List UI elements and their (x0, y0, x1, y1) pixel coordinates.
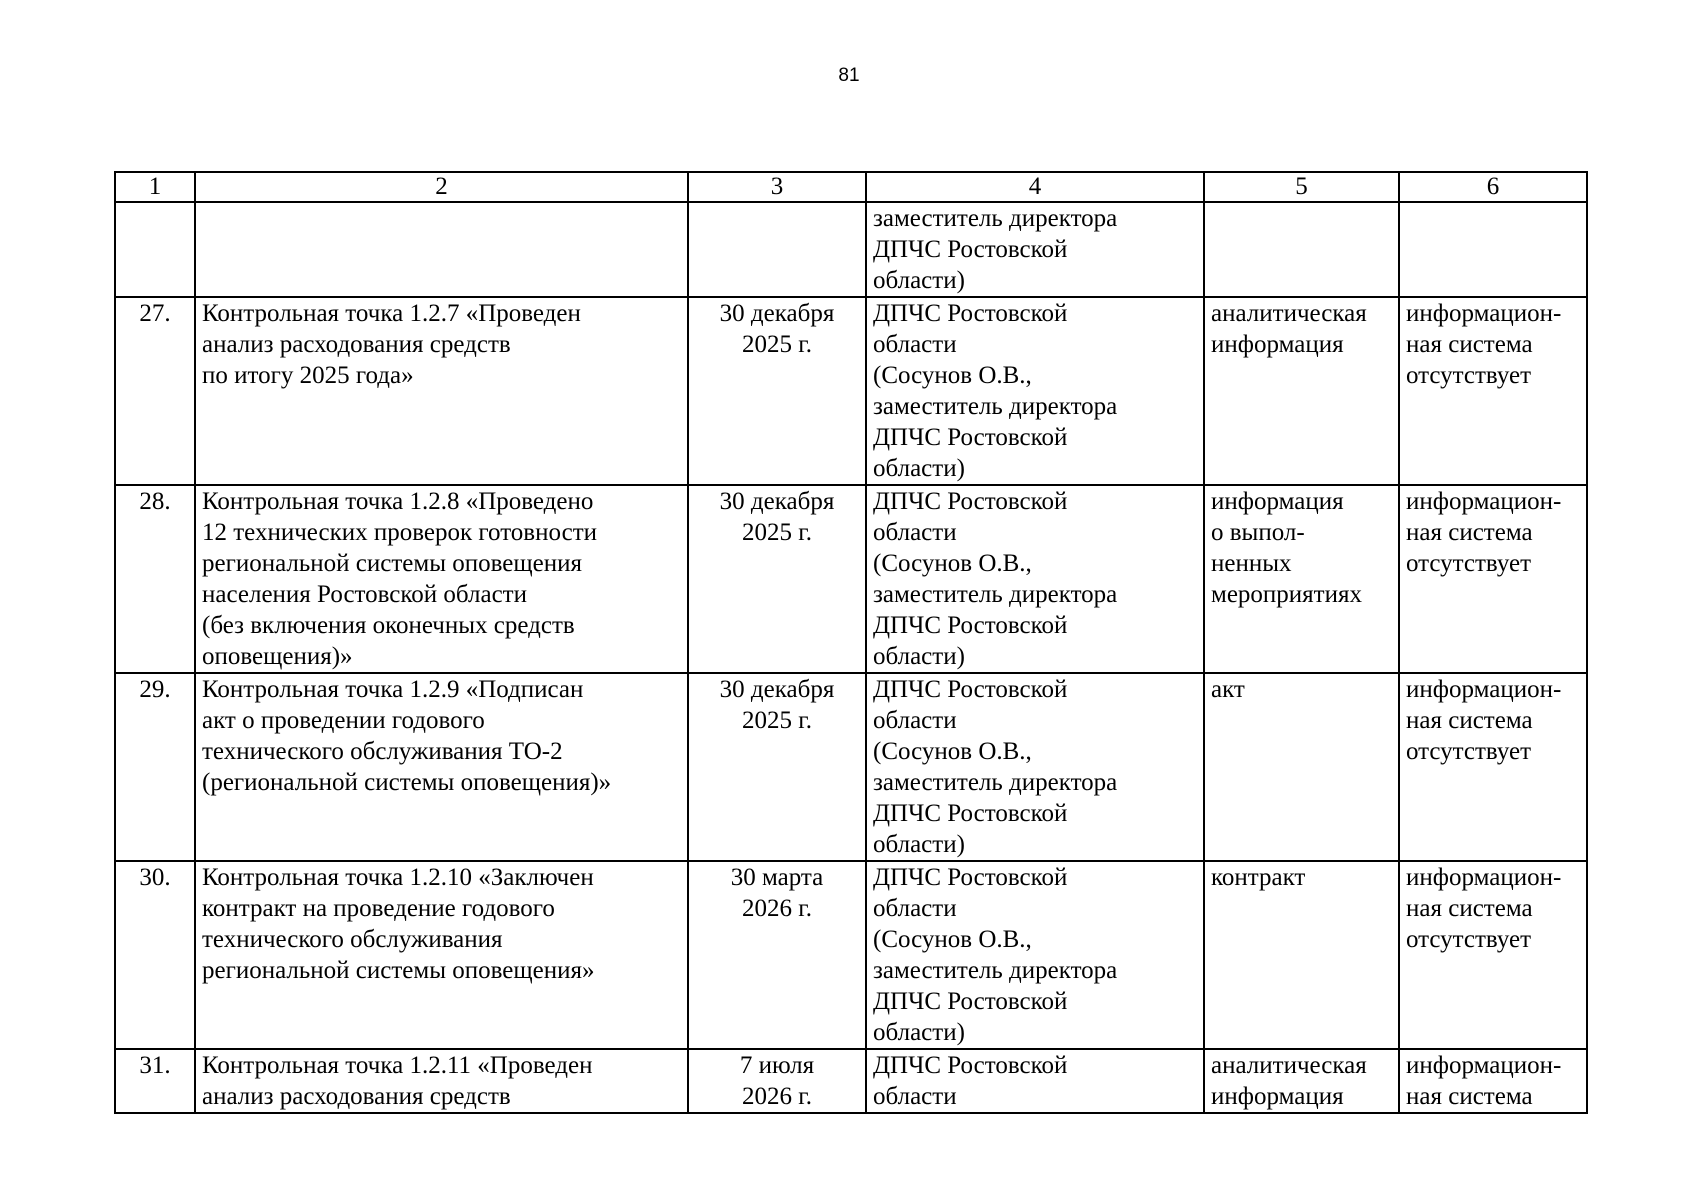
cell-text-line: (Сосунов О.В., (873, 362, 1032, 389)
cell-text-line: о выпол- (1211, 519, 1305, 546)
page-number: 81 (838, 65, 860, 86)
row-number-cell (115, 861, 195, 1049)
cell-text-line: контракт (1211, 864, 1306, 891)
document-type-cell (1204, 485, 1399, 673)
cell-text-line: информация (1211, 331, 1344, 358)
description-cell (195, 1049, 688, 1113)
cell-text-line: 31. (139, 1052, 171, 1079)
table-row (115, 485, 1587, 673)
description-cell (195, 297, 688, 485)
cell-text-line: 12 технических проверок готовности (202, 519, 597, 546)
cell-text-line: Контрольная точка 1.2.10 «Заключен (202, 864, 594, 891)
cell-text-line: аналитическая (1211, 1052, 1367, 1079)
cell-text-line: области) (873, 455, 965, 482)
responsible-cell (866, 1049, 1204, 1113)
cell-text-line: области) (873, 831, 965, 858)
cell-text-line: информацион- (1406, 1052, 1562, 1079)
row-number-cell (115, 485, 195, 673)
cell-text-line: отсутствует (1406, 362, 1532, 389)
cell-text-line: ДПЧС Ростовской (873, 800, 1068, 827)
date-cell (688, 202, 866, 297)
cell-text-line: ДПЧС Ростовской (873, 424, 1068, 451)
row-number-cell (115, 1049, 195, 1113)
cell-text-line: области (873, 331, 957, 358)
cell-text-line: (региональной системы оповещения)» (202, 769, 612, 796)
cell-text-line: области (873, 1083, 957, 1110)
cell-text-line: (без включения оконечных средств (202, 612, 575, 639)
cell-text-line: Контрольная точка 1.2.11 «Проведен (202, 1052, 593, 1079)
cell-text-line: оповещения)» (202, 643, 353, 670)
cell-text-line: ная система (1406, 331, 1533, 358)
information-system-cell (1399, 673, 1587, 861)
cell-text-line: ДПЧС Ростовской (873, 864, 1068, 891)
row-number-cell (115, 297, 195, 485)
cell-text-line: информация (1211, 1083, 1344, 1110)
cell-text-line: Контрольная точка 1.2.8 «Проведено (202, 488, 594, 515)
responsible-cell (866, 202, 1204, 297)
header-col-4: 4 (866, 172, 1204, 202)
table-row (115, 297, 1587, 485)
document-type-cell (1204, 861, 1399, 1049)
table-row (115, 1049, 1587, 1113)
cell-text-line: информацион- (1406, 488, 1562, 515)
date-cell (688, 673, 866, 861)
cell-text-line: (Сосунов О.В., (873, 550, 1032, 577)
row-number-cell (115, 202, 195, 297)
cell-text-line: ДПЧС Ростовской (873, 988, 1068, 1015)
header-col-2: 2 (195, 172, 688, 202)
cell-text-line: (Сосунов О.В., (873, 926, 1032, 953)
cell-text-line: заместитель директора (873, 581, 1118, 608)
cell-text-line: информацион- (1406, 676, 1562, 703)
cell-text-line: ДПЧС Ростовской (873, 612, 1068, 639)
date-cell (688, 297, 866, 485)
cell-text-line: анализ расходования средств (202, 331, 511, 358)
cell-text-line: информацион- (1406, 864, 1562, 891)
responsible-cell (866, 673, 1204, 861)
cell-text-line: населения Ростовской области (202, 581, 527, 608)
responsible-cell (866, 485, 1204, 673)
document-type-cell (1204, 1049, 1399, 1113)
cell-text-line: отсутствует (1406, 550, 1532, 577)
description-cell (195, 673, 688, 861)
cell-text-line: области (873, 707, 957, 734)
document-type-cell (1204, 673, 1399, 861)
cell-text-line: региональной системы оповещения» (202, 957, 595, 984)
cell-text-line: отсутствует (1406, 738, 1532, 765)
cell-text-line: ная система (1406, 895, 1533, 922)
cell-text-line: технического обслуживания (202, 926, 503, 953)
cell-text-line: отсутствует (1406, 926, 1532, 953)
cell-text-line: области) (873, 1019, 965, 1046)
cell-text-line: ДПЧС Ростовской (873, 676, 1068, 703)
cell-text-line: заместитель директора (873, 769, 1118, 796)
table-row (115, 202, 1587, 297)
description-cell (195, 202, 688, 297)
cell-text-line: контракт на проведение годового (202, 895, 555, 922)
information-system-cell (1399, 1049, 1587, 1113)
cell-text-line: ДПЧС Ростовской (873, 236, 1068, 263)
description-cell (195, 861, 688, 1049)
cell-text-line: технического обслуживания ТО-2 (202, 738, 563, 765)
table-row (115, 861, 1587, 1049)
row-number-cell (115, 673, 195, 861)
cell-text-line: 29. (139, 676, 171, 703)
cell-text-line: ДПЧС Ростовской (873, 488, 1068, 515)
cell-text-line: 30 марта (730, 864, 824, 891)
cell-text-line: 2026 г. (742, 895, 812, 922)
cell-text-line: области (873, 895, 957, 922)
cell-text-line: 28. (139, 488, 171, 515)
information-system-cell (1399, 297, 1587, 485)
cell-text-line: (Сосунов О.В., (873, 738, 1032, 765)
cell-text-line: по итогу 2025 года» (202, 362, 414, 389)
cell-text-line: ная система (1406, 519, 1533, 546)
cell-text-line: 30 декабря (719, 300, 835, 327)
cell-text-line: заместитель директора (873, 393, 1118, 420)
information-system-cell (1399, 861, 1587, 1049)
date-cell (688, 1049, 866, 1113)
cell-text-line: заместитель директора (873, 957, 1118, 984)
information-system-cell (1399, 485, 1587, 673)
header-col-1: 1 (115, 172, 195, 202)
cell-text-line: 2025 г. (742, 707, 812, 734)
control-points-table (114, 171, 1588, 1114)
cell-text-line: 7 июля (739, 1052, 815, 1079)
responsible-cell (866, 297, 1204, 485)
cell-text-line: заместитель директора (873, 205, 1118, 232)
cell-text-line: 2026 г. (742, 1083, 812, 1110)
cell-text-line: ная система (1406, 1083, 1533, 1110)
document-type-cell (1204, 297, 1399, 485)
information-system-cell (1399, 202, 1587, 297)
cell-text-line: Контрольная точка 1.2.9 «Подписан (202, 676, 584, 703)
cell-text-line: информацион- (1406, 300, 1562, 327)
cell-text-line: акт (1211, 676, 1245, 703)
cell-text-line: акт о проведении годового (202, 707, 485, 734)
cell-text-line: Контрольная точка 1.2.7 «Проведен (202, 300, 581, 327)
cell-text-line: ная система (1406, 707, 1533, 734)
cell-text-line: ДПЧС Ростовской (873, 1052, 1068, 1079)
cell-text-line: анализ расходования средств (202, 1083, 511, 1110)
cell-text-line: 2025 г. (742, 519, 812, 546)
cell-text-line: области) (873, 643, 965, 670)
responsible-cell (866, 861, 1204, 1049)
description-cell (195, 485, 688, 673)
table-header-row (115, 172, 1587, 202)
table-row (115, 673, 1587, 861)
header-col-6: 6 (1399, 172, 1587, 202)
cell-text-line: области) (873, 267, 965, 294)
date-cell (688, 861, 866, 1049)
cell-text-line: региональной системы оповещения (202, 550, 583, 577)
header-col-3: 3 (688, 172, 866, 202)
cell-text-line: 27. (139, 300, 171, 327)
cell-text-line: ненных (1211, 550, 1292, 577)
cell-text-line: ДПЧС Ростовской (873, 300, 1068, 327)
cell-text-line: 2025 г. (742, 331, 812, 358)
document-type-cell (1204, 202, 1399, 297)
cell-text-line: области (873, 519, 957, 546)
header-col-5: 5 (1204, 172, 1399, 202)
cell-text-line: информация (1211, 488, 1344, 515)
cell-text-line: 30. (139, 864, 171, 891)
date-cell (688, 485, 866, 673)
cell-text-line: мероприятиях (1211, 581, 1362, 608)
cell-text-line: аналитическая (1211, 300, 1367, 327)
cell-text-line: 30 декабря (719, 676, 835, 703)
cell-text-line: 30 декабря (719, 488, 835, 515)
